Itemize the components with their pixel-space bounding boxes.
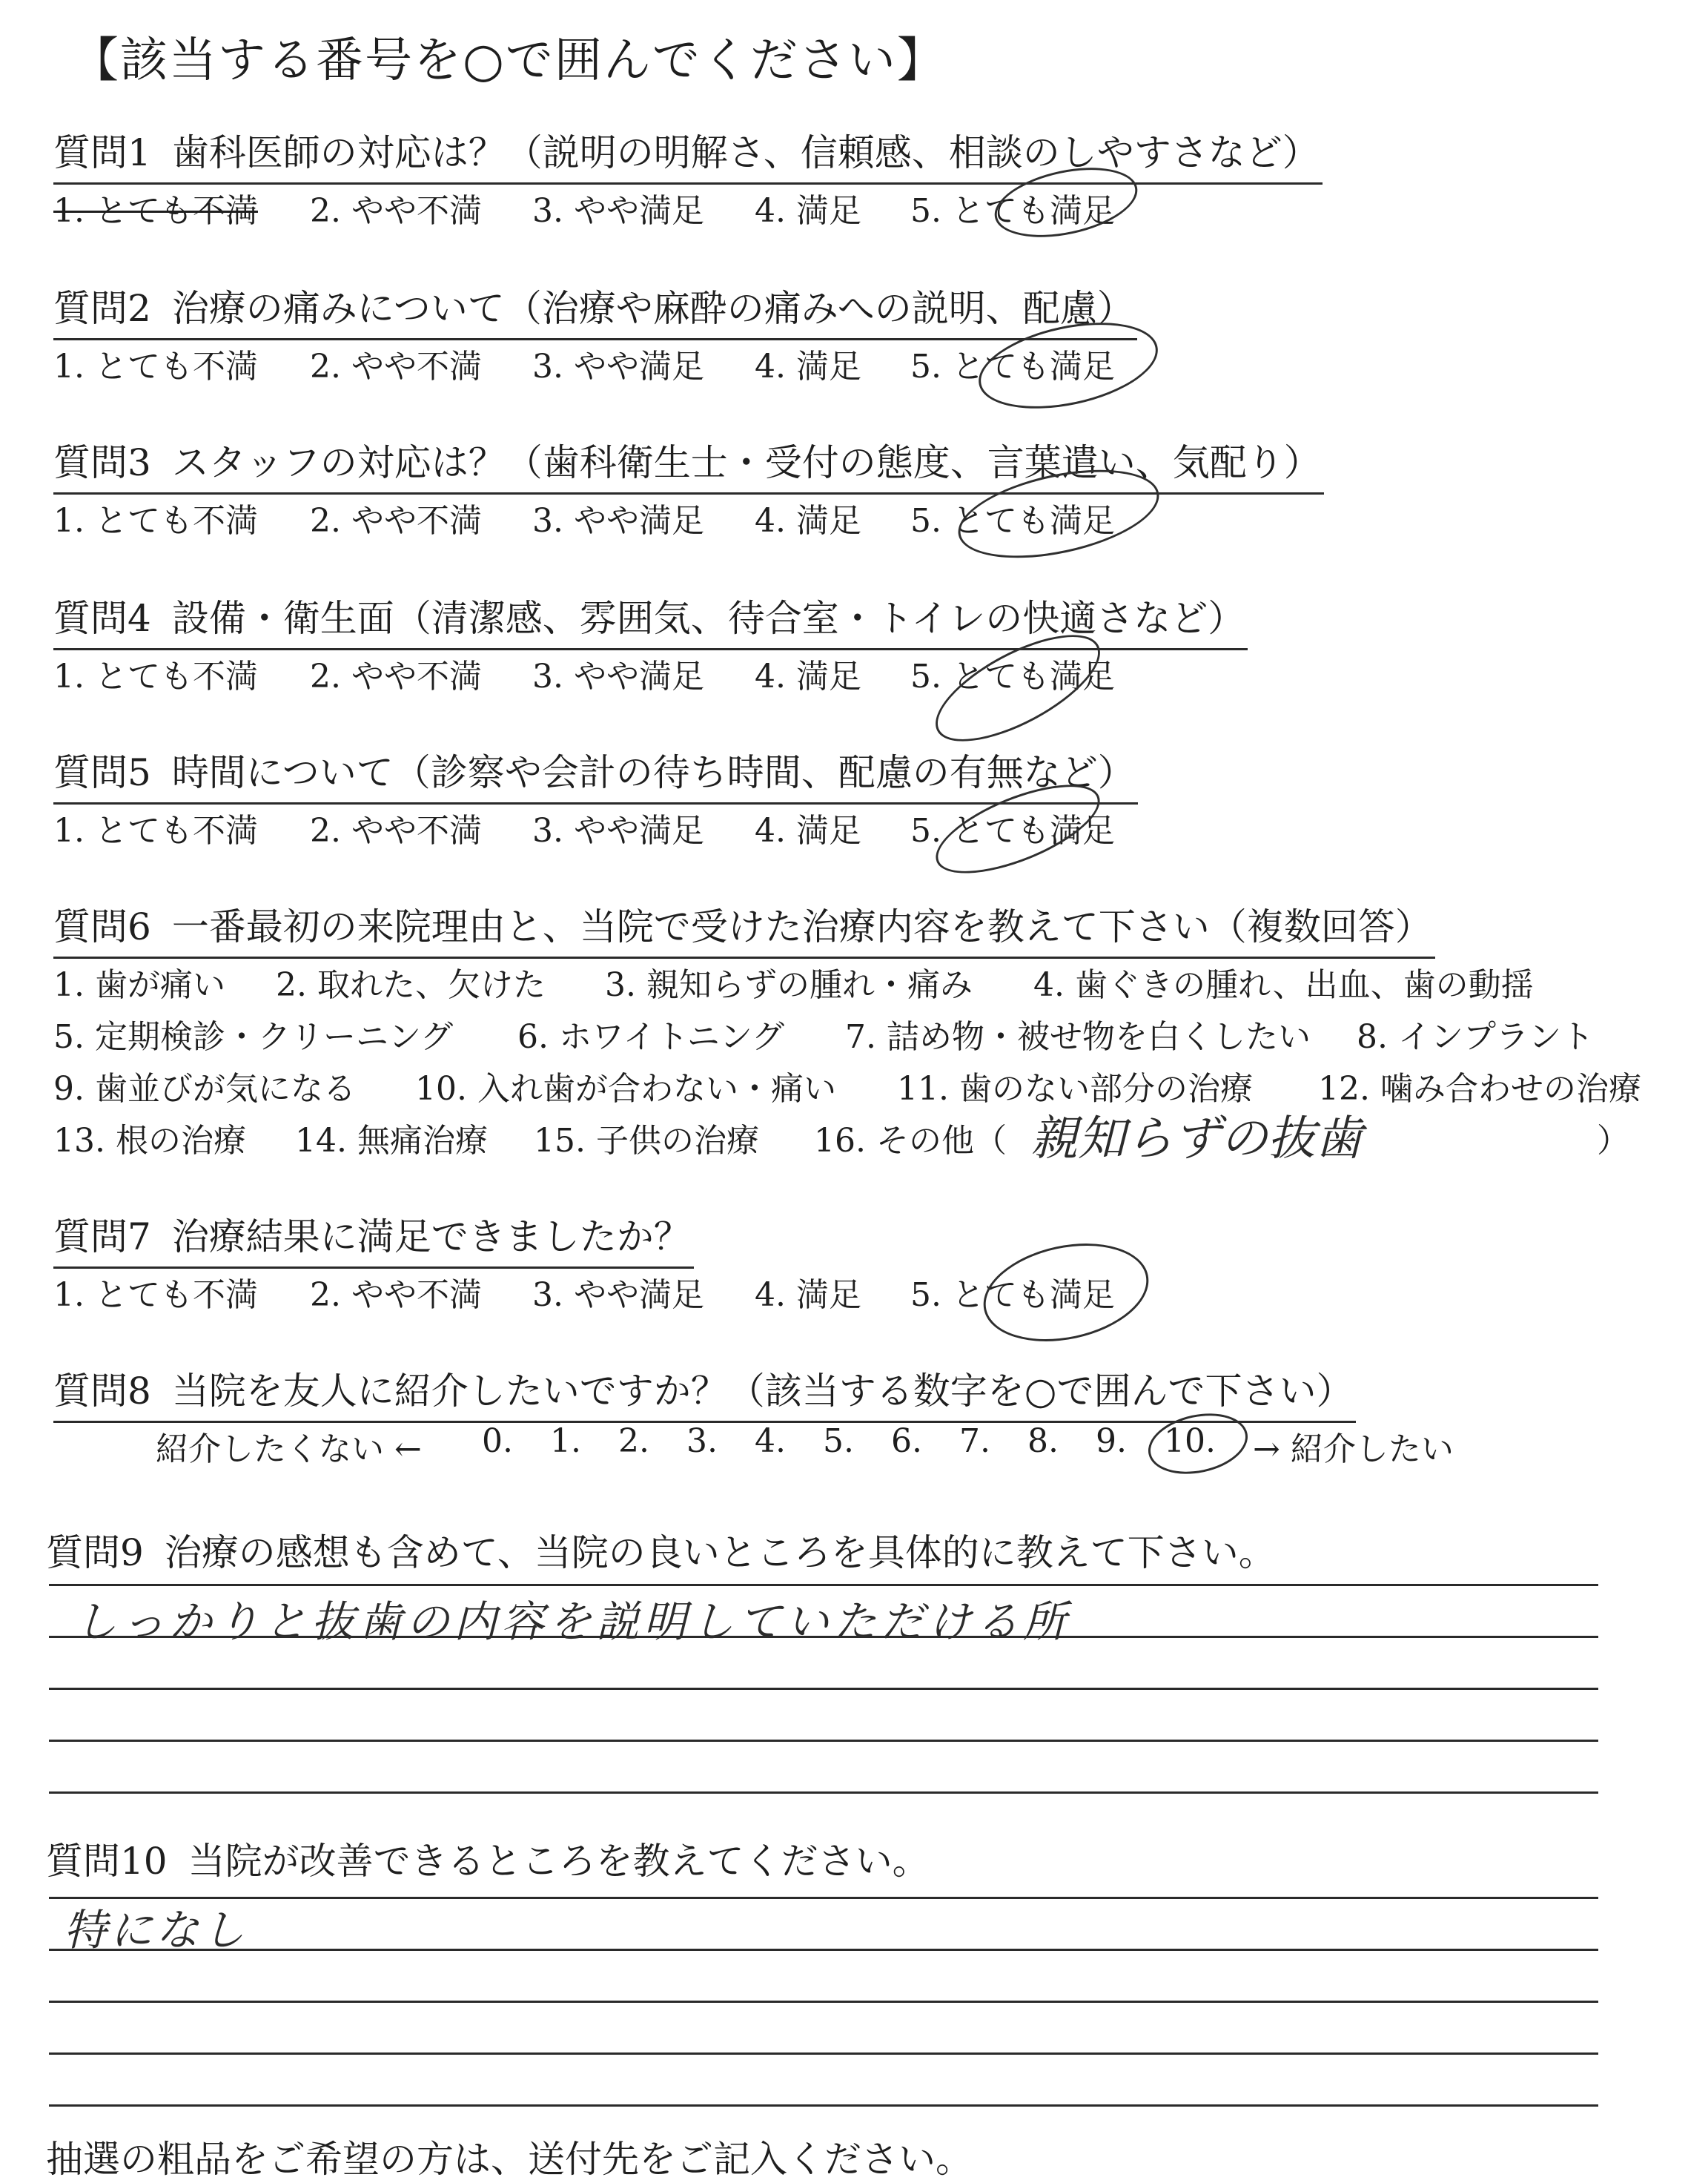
question-7-option-1[interactable]: 1. とても不満: [53, 1276, 258, 1314]
question-2-option-1[interactable]: 1. とても不満: [53, 348, 258, 386]
question-8-label: 質問8: [53, 1370, 151, 1413]
question-6-option-4[interactable]: 4. 歯ぐきの腫れ、出血、歯の動揺: [1033, 966, 1534, 1004]
question-6-option-15[interactable]: 15. 子供の治療: [534, 1122, 759, 1160]
question-6-heading: [53, 897, 1435, 959]
question-9-line-1: [49, 1584, 1598, 1586]
question-3-option-4[interactable]: 4. 満足: [755, 502, 861, 540]
question-7-label: 質問7: [53, 1215, 151, 1258]
question-1-heading: [53, 123, 1323, 185]
footer-note: 抽選の粗品をご希望の方は、送付先をご記入ください。: [46, 2138, 973, 2181]
question-8-heading: [53, 1361, 1356, 1423]
question-8-scale-2[interactable]: 2.: [618, 1422, 649, 1460]
question-2-heading: [53, 279, 1137, 340]
question-5-option-3[interactable]: 3. やや満足: [532, 812, 704, 850]
question-2-option-3[interactable]: 3. やや満足: [532, 348, 704, 386]
question-3-option-1[interactable]: 1. とても不満: [53, 502, 258, 540]
question-6-option-11[interactable]: 11. 歯のない部分の治療: [897, 1070, 1253, 1108]
question-5-heading: [53, 743, 1138, 805]
question-1-text: 歯科医師の対応は？（説明の明解さ、信頼感、相談のしやすさなど）: [171, 131, 1320, 174]
question-8-scale-9[interactable]: 9.: [1096, 1422, 1127, 1460]
question-2-label: 質問2: [53, 287, 151, 330]
question-7-option-4[interactable]: 4. 満足: [755, 1276, 861, 1314]
question-2-text: 治療の痛みについて（治療や麻酔の痛みへの説明、配慮）: [171, 287, 1134, 330]
question-8-scale-0[interactable]: 0.: [482, 1422, 513, 1460]
question-7-option-3[interactable]: 3. やや満足: [532, 1276, 704, 1314]
question-5-text: 時間について（診察や会計の待ち時間、配慮の有無など）: [171, 751, 1135, 794]
question-6-option-16[interactable]: 16. その他（: [814, 1122, 1007, 1160]
question-5-label: 質問5: [53, 751, 151, 794]
question-7-option-5[interactable]: 5. とても満足: [910, 1276, 1115, 1314]
question-1-option-1[interactable]: 1. とても不満: [53, 192, 258, 230]
question-6-option-1[interactable]: 1. 歯が痛い: [53, 966, 225, 1004]
question-7-circle-mark: [974, 1229, 1157, 1355]
question-4-options: [0, 650, 1708, 694]
question-6-label: 質問6: [53, 905, 151, 948]
question-8-left-label: 紹介したくない ←: [156, 1430, 422, 1468]
question-8-scale-7[interactable]: 7.: [959, 1422, 990, 1460]
page-title: 【該当する番号を○で囲んでください】: [71, 33, 946, 88]
question-8-scale: [0, 1422, 1708, 1467]
question-1-option-3[interactable]: 3. やや満足: [532, 192, 704, 230]
question-6-option-14[interactable]: 14. 無痛治療: [295, 1122, 488, 1160]
question-9-label: 質問9: [46, 1531, 144, 1574]
question-4-option-3[interactable]: 3. やや満足: [532, 658, 704, 696]
question-9-line-4: [49, 1740, 1598, 1742]
question-4-option-1[interactable]: 1. とても不満: [53, 658, 258, 696]
question-3-option-5[interactable]: 5. とても満足: [910, 502, 1115, 540]
question-6-row-2: [0, 1010, 1708, 1054]
question-6-option-3[interactable]: 3. 親知らずの腫れ・痛み: [605, 966, 973, 1004]
question-6-option-5[interactable]: 5. 定期検診・クリーニング: [53, 1018, 454, 1056]
question-5-option-1[interactable]: 1. とても不満: [53, 812, 258, 850]
question-6-option-2[interactable]: 2. 取れた、欠けた: [276, 966, 546, 1004]
question-3-option-3[interactable]: 3. やや満足: [532, 502, 704, 540]
question-4-text: 設備・衛生面（清潔感、雰囲気、待合室・トイレの快適さなど）: [171, 597, 1245, 640]
question-1-option-5[interactable]: 5. とても満足: [910, 192, 1115, 230]
question-10-answer[interactable]: 特になし: [64, 1905, 248, 1955]
question-7-text: 治療結果に満足できましたか？: [171, 1215, 691, 1258]
question-10-line-3: [49, 2001, 1598, 2003]
question-6-option-9[interactable]: 9. 歯並びが気になる: [53, 1070, 356, 1108]
question-10-label: 質問10: [46, 1840, 168, 1883]
question-5-option-5[interactable]: 5. とても満足: [910, 812, 1115, 850]
question-10-line-2: [49, 1949, 1598, 1951]
question-6-row-4: [0, 1114, 1708, 1158]
question-6-row-1: [0, 958, 1708, 1003]
question-8-scale-8[interactable]: 8.: [1027, 1422, 1059, 1460]
question-9-line-3: [49, 1688, 1598, 1690]
question-10-heading: [46, 1832, 930, 1885]
question-10-line-1: [49, 1897, 1598, 1899]
question-3-options: [0, 494, 1708, 538]
question-10-line-5: [49, 2104, 1598, 2107]
question-8-scale-1[interactable]: 1.: [550, 1422, 581, 1460]
question-8-text: 当院を友人に紹介したいですか？（該当する数字を○で囲んで下さい）: [171, 1370, 1354, 1413]
question-9-line-5: [49, 1791, 1598, 1794]
question-6-other-close-paren: ）: [1597, 1122, 1629, 1160]
question-4-option-4[interactable]: 4. 満足: [755, 658, 861, 696]
question-1-label: 質問1: [53, 131, 151, 174]
question-5-option-2[interactable]: 2. やや不満: [310, 812, 482, 850]
question-6-other-answer[interactable]: 親知らずの抜歯: [1030, 1112, 1363, 1166]
question-8-right-label: → 紹介したい: [1253, 1430, 1454, 1468]
question-8-scale-5[interactable]: 5.: [823, 1422, 854, 1460]
question-6-option-7[interactable]: 7. 詰め物・被せ物を白くしたい: [845, 1018, 1311, 1056]
question-8-scale-4[interactable]: 4.: [755, 1422, 786, 1460]
question-6-option-13[interactable]: 13. 根の治療: [53, 1122, 246, 1160]
question-6-option-8[interactable]: 8. インプラント: [1357, 1018, 1594, 1056]
question-2-options: [0, 340, 1708, 384]
question-2-option-2[interactable]: 2. やや不満: [310, 348, 482, 386]
question-6-option-12[interactable]: 12. 噛み合わせの治療: [1318, 1070, 1641, 1108]
question-5-options: [0, 804, 1708, 848]
question-9-heading: [46, 1523, 1276, 1576]
question-1-options: [0, 184, 1708, 228]
question-3-text: スタッフの対応は？（歯科衛生士・受付の態度、言葉遣い、気配り）: [171, 441, 1321, 484]
question-4-label: 質問4: [53, 597, 151, 640]
question-6-row-3: [0, 1062, 1708, 1106]
question-5-option-4[interactable]: 4. 満足: [755, 812, 861, 850]
question-2-option-4[interactable]: 4. 満足: [755, 348, 861, 386]
question-1-option-2[interactable]: 2. やや不満: [310, 192, 482, 230]
question-9-answer[interactable]: しっかりと抜歯の内容を説明していただける所: [74, 1596, 1071, 1647]
question-7-heading: [53, 1207, 694, 1269]
question-3-option-2[interactable]: 2. やや不満: [310, 502, 482, 540]
question-6-option-6[interactable]: 6. ホワイトニング: [517, 1018, 785, 1056]
question-4-option-5[interactable]: 5. とても満足: [910, 658, 1115, 696]
question-1-option-4[interactable]: 4. 満足: [755, 192, 861, 230]
question-6-option-10[interactable]: 10. 入れ歯が合わない・痛い: [415, 1070, 836, 1108]
question-9-text: 治療の感想も含めて、当院の良いところを具体的に教えて下さい。: [164, 1531, 1276, 1574]
question-10-line-4: [49, 2052, 1598, 2055]
question-8-scale-10[interactable]: 10.: [1164, 1422, 1216, 1460]
question-4-option-2[interactable]: 2. やや不満: [310, 658, 482, 696]
question-7-options: [0, 1268, 1708, 1312]
question-6-text: 一番最初の来院理由と、当院で受けた治療内容を教えて下さい（複数回答）: [171, 905, 1432, 948]
question-8-scale-6[interactable]: 6.: [891, 1422, 922, 1460]
question-10-text: 当院が改善できるところを教えてください。: [188, 1840, 930, 1883]
question-2-option-5[interactable]: 5. とても満足: [910, 348, 1115, 386]
question-7-option-2[interactable]: 2. やや不満: [310, 1276, 482, 1314]
question-8-scale-3[interactable]: 3.: [686, 1422, 718, 1460]
question-3-label: 質問3: [53, 441, 151, 484]
